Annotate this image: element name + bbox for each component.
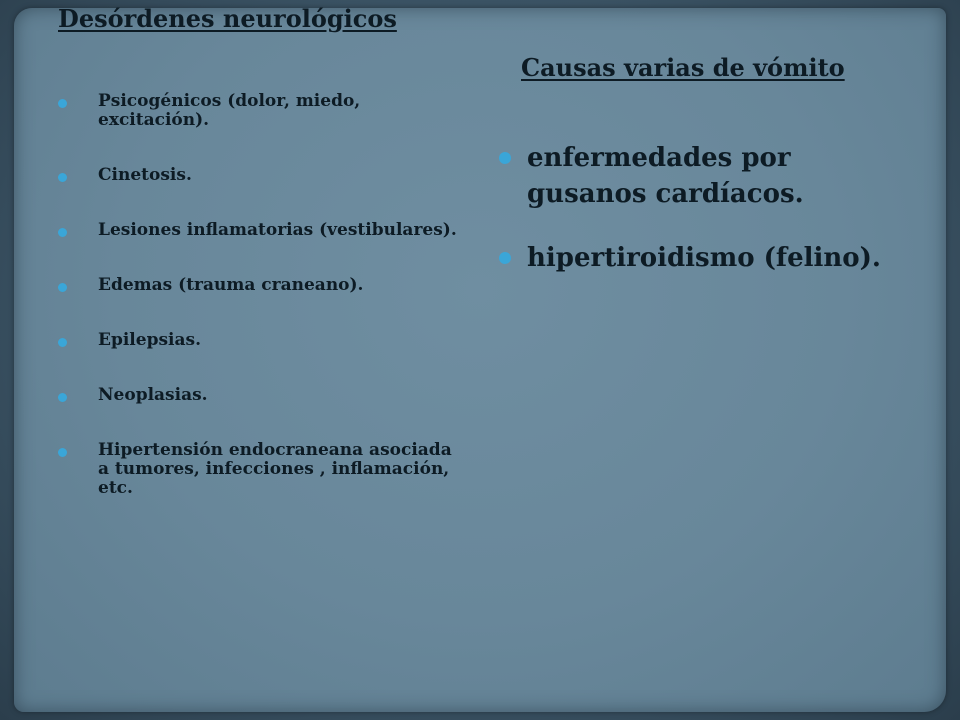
list-item: [58, 331, 458, 350]
bullet-icon: [58, 338, 67, 347]
bullet-icon: [58, 283, 67, 292]
list-item: [58, 276, 458, 295]
list-item: [58, 441, 458, 498]
list-item: [58, 386, 458, 405]
list-item-text: Lesiones inflamatorias (vestibulares).: [98, 220, 457, 240]
list-item-text: Psicogénicos (dolor, miedo, excitación).: [98, 91, 361, 130]
list-item-text: Edemas (trauma craneano).: [98, 275, 364, 295]
list-item: [58, 166, 458, 185]
bullet-icon: [58, 448, 67, 457]
bullet-icon: [499, 152, 511, 164]
list-item-text: enfermedades por gusanos cardíacos.: [527, 143, 804, 209]
list-item-text: Hipertensión endocraneana asociada a tumores, infecciones , inflamación, etc.: [98, 440, 452, 498]
bullet-icon: [58, 228, 67, 237]
list-item: [499, 140, 919, 212]
right-bullet-list: [499, 140, 919, 304]
list-item: [58, 92, 458, 130]
left-column-heading: Desórdenes neurológicos: [58, 4, 397, 33]
list-item-text: Neoplasias.: [98, 385, 208, 405]
list-item-text: hipertiroidismo (felino).: [527, 243, 881, 273]
right-column-heading: Causas varias de vómito: [521, 53, 845, 82]
bullet-icon: [58, 99, 67, 108]
bullet-icon: [499, 252, 511, 264]
bullet-icon: [58, 393, 67, 402]
list-item-text: Epilepsias.: [98, 330, 201, 350]
bullet-icon: [58, 173, 67, 182]
left-bullet-list: [58, 92, 458, 534]
list-item: [499, 240, 919, 276]
list-item: [58, 221, 458, 240]
list-item-text: Cinetosis.: [98, 165, 192, 185]
